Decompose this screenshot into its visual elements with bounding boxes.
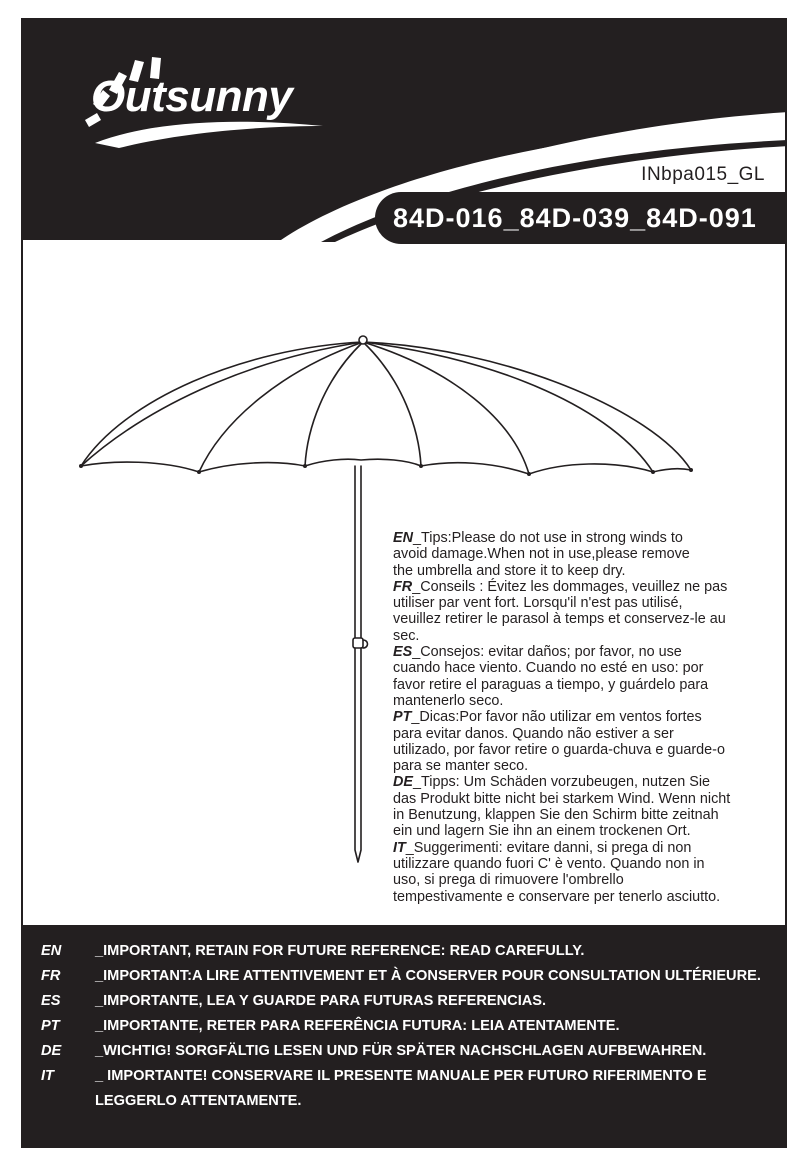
tip-text: _Suggerimenti: evitare danni, si prega di non xyxy=(405,839,692,856)
tip-text: tempestivamente e conservare per tenerlo asciutto. xyxy=(393,888,721,905)
tip-line xyxy=(393,677,783,693)
tip-line xyxy=(393,823,783,839)
tip-text: para se manter seco. xyxy=(393,758,529,775)
tip-line xyxy=(393,807,783,823)
tip-text: avoid damage.When not in use,please remove xyxy=(393,546,690,563)
tip-line xyxy=(393,628,783,644)
tip-text: _Conseils : Évitez les dommages, veuillez ne pas xyxy=(412,578,728,595)
notice-language-code: IT xyxy=(41,1068,54,1084)
umbrella-rib-3 xyxy=(305,342,363,466)
notice-language-code: ES xyxy=(41,993,61,1009)
tip-text: favor retire el paraguas a tiempo, y guárdelo para xyxy=(393,676,709,693)
model-numbers: 84D-016_84D-039_84D-091 xyxy=(393,203,757,233)
tip-text: _Tipps: Um Schäden vorzubeugen, nutzen Sie xyxy=(413,774,711,791)
tip-line xyxy=(393,889,783,905)
important-notice-item xyxy=(41,1039,781,1064)
tip-line xyxy=(393,856,783,872)
umbrella-pole-lower xyxy=(355,648,361,862)
tip-line xyxy=(393,774,783,790)
tip-language-code: FR xyxy=(393,578,413,595)
tip-line xyxy=(393,709,783,725)
important-notice-item xyxy=(41,964,781,989)
tip-line xyxy=(393,611,783,627)
notice-text: _WICHTIG! SORGFÄLTIG LESEN UND FÜR SPÄTER NACHSCHLAGEN AUFBEWAHREN. xyxy=(95,1043,707,1059)
tip-text: cuando hace viento. Cuando no esté en uso: por xyxy=(393,660,704,677)
tip-line xyxy=(393,742,783,758)
notice-language-code: FR xyxy=(41,968,61,984)
brand-logo-name: Outsunny xyxy=(91,72,293,121)
tip-line xyxy=(393,644,783,660)
tip-line xyxy=(393,546,783,562)
tip-language-code: EN xyxy=(393,530,413,546)
tip-text: _Consejos: evitar daños; por favor, no use xyxy=(412,644,682,661)
tip-language-code: DE xyxy=(393,774,413,791)
umbrella-canopy-hem xyxy=(81,459,691,474)
notice-language-code: PT xyxy=(41,1018,60,1034)
tip-line xyxy=(393,758,783,774)
umbrella-pole-joint xyxy=(353,638,363,648)
tip-text: para evitar danos. Quando não estiver a ser xyxy=(393,725,674,742)
tip-line xyxy=(393,726,783,742)
umbrella-finial xyxy=(359,336,367,344)
important-notice-list xyxy=(41,939,781,1114)
tip-text: _Tips:Please do not use in strong winds to xyxy=(413,530,683,546)
umbrella-canopy-outline xyxy=(81,342,691,470)
tip-line xyxy=(393,872,783,888)
tip-line xyxy=(393,595,783,611)
manual-cover-page xyxy=(21,18,787,1148)
care-tips xyxy=(393,530,783,905)
tip-text: in Benutzung, klappen Sie den Schirm bitte zeitnah xyxy=(393,807,719,824)
document-code: INbpa015_GL xyxy=(641,164,765,185)
tip-language-code: IT xyxy=(393,839,406,856)
tip-text: ein und lagern Sie ihn an einem trockenen Ort. xyxy=(393,823,691,840)
tip-language-code: ES xyxy=(393,644,413,661)
brand-logo xyxy=(91,72,292,122)
important-notice-item xyxy=(41,989,781,1014)
umbrella-rib-5 xyxy=(363,342,529,474)
tip-text: the umbrella and store it to keep dry. xyxy=(393,562,626,579)
notice-text: _IMPORTANTE, LEA Y GUARDE PARA FUTURAS REFERENCIAS. xyxy=(95,993,547,1009)
important-notice-footer xyxy=(23,925,787,1148)
important-notice-item xyxy=(41,1064,781,1114)
tip-text: das Produkt bitte nicht bei starkem Wind. Wenn nicht xyxy=(393,790,731,807)
important-notice-item xyxy=(41,939,781,964)
important-notice-item xyxy=(41,1014,781,1039)
tip-line xyxy=(393,693,783,709)
tip-language-code: PT xyxy=(393,709,412,726)
tip-text: utiliser par vent fort. Lorsqu'il n'est pas utilisé, xyxy=(393,595,683,612)
tip-text: mantenerlo seco. xyxy=(393,692,504,709)
notice-text: _ IMPORTANTE! CONSERVARE IL PRESENTE MANUALE PER FUTURO RIFERIMENTO E LEGGERLO ATTENTAMENTE. xyxy=(95,1068,707,1109)
tip-text: _Dicas:Por favor não utilizar em ventos fortes xyxy=(411,709,702,726)
umbrella-pole-upper xyxy=(355,466,361,640)
tip-text: utilizado, por favor retire o guarda-chuva e guarde-o xyxy=(393,741,725,758)
notice-text: _IMPORTANT:A LIRE ATTENTIVEMENT ET À CONSERVER POUR CONSULTATION ULTÉRIEURE. xyxy=(95,968,761,984)
notice-text: _IMPORTANTE, RETER PARA REFERÊNCIA FUTURA: LEIA ATENTAMENTE. xyxy=(95,1018,620,1034)
tip-line xyxy=(393,660,783,676)
tip-line xyxy=(393,530,783,546)
tip-text: uso, si prega di rimuovere l'ombrello xyxy=(393,872,624,889)
notice-text: _IMPORTANT, RETAIN FOR FUTURE REFERENCE: READ CAREFULLY. xyxy=(95,943,585,959)
notice-language-code: DE xyxy=(41,1043,62,1059)
tip-text: utilizzare quando fuori C' è vento. Quando non in xyxy=(393,855,705,872)
notice-language-code: EN xyxy=(41,943,62,959)
tip-text: veuillez retirer le parasol à temps et conservez-le au xyxy=(393,611,726,628)
tip-line xyxy=(393,791,783,807)
tip-text: sec. xyxy=(393,627,420,644)
tip-line xyxy=(393,563,783,579)
tip-line xyxy=(393,840,783,856)
umbrella-rib-2 xyxy=(199,342,363,472)
tip-line xyxy=(393,579,783,595)
